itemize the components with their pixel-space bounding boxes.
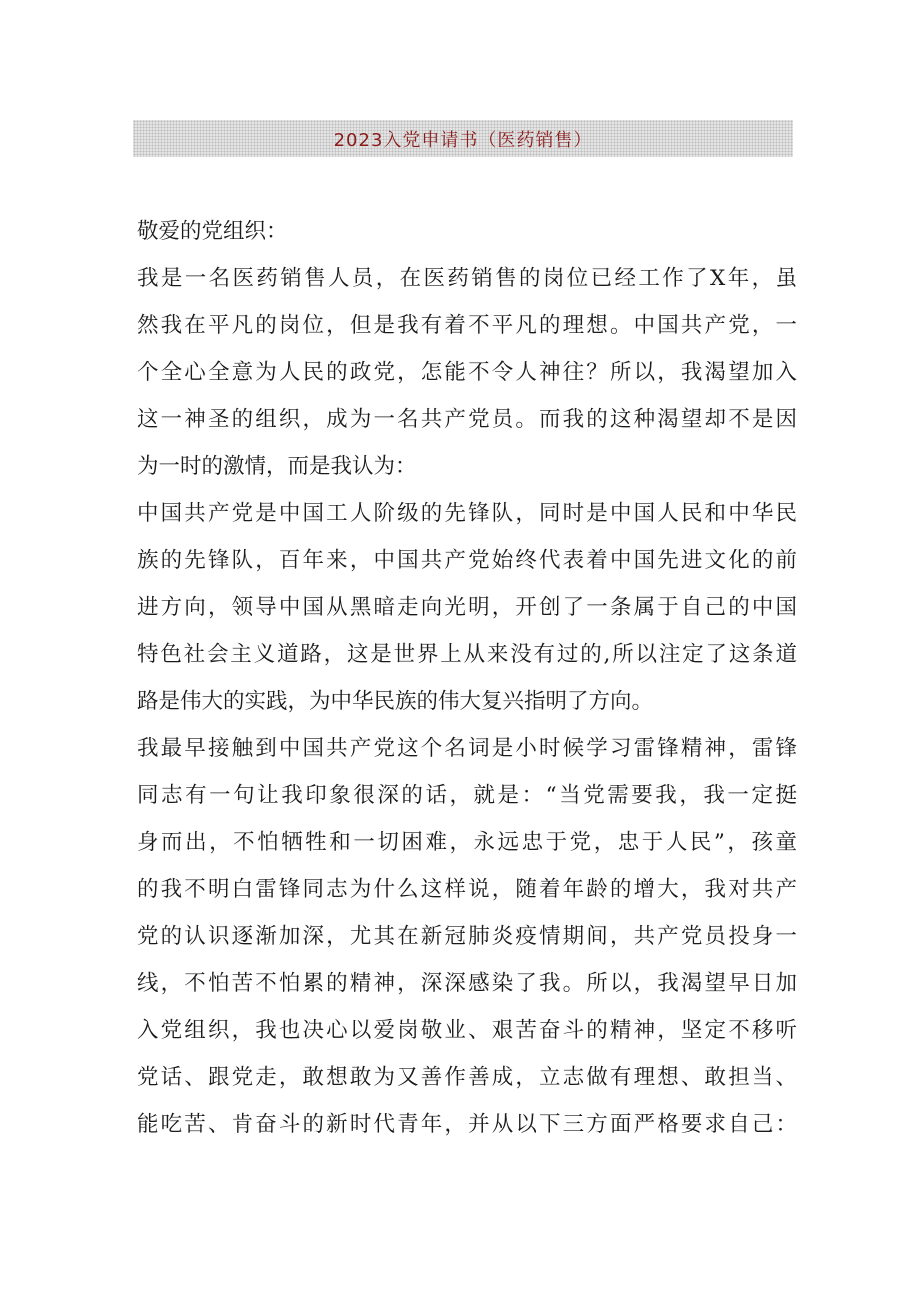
- body-line: 能吃苦、肯奋斗的新时代青年，并从以下三方面严格要求自己：: [137, 1112, 797, 1137]
- title-banner: [133, 120, 793, 157]
- body-line: 党的认识逐渐加深，尤其在新冠肺炎疫情期间，共产党员投身一: [137, 924, 797, 949]
- body-line: 同志有一句让我印象很深的话，就是：“当党需要我，我一定挺: [137, 783, 797, 808]
- body-line: 特色社会主义道路，这是世界上从来没有过的,所以注定了这条道: [137, 642, 797, 667]
- document-title: 2023入党申请书（医药销售）: [333, 129, 593, 151]
- body-line: 个全心全意为人民的政党，怎能不令人神往？所以，我渴望加入: [137, 360, 797, 385]
- body-line: 党话、跟党走，敢想敢为又善作善成，立志做有理想、敢担当、: [137, 1065, 797, 1090]
- body-line: 身而出，不怕牺牲和一切困难，永远忠于党，忠于人民”，孩童: [137, 830, 797, 855]
- body-line: 入党组织，我也决心以爱岗敬业、艰苦奋斗的精神，坚定不移听: [137, 1018, 797, 1043]
- body-line: 这一神圣的组织，成为一名共产党员。而我的这种渴望却不是因: [137, 407, 797, 432]
- body-line: 路是伟大的实践，为中华民族的伟大复兴指明了方向。: [137, 689, 654, 714]
- body-line: 然我在平凡的岗位，但是我有着不平凡的理想。中国共产党，一: [137, 313, 797, 338]
- body-line: 我是一名医药销售人员，在医药销售的岗位已经工作了X年，虽: [137, 266, 797, 291]
- body-line: 的我不明白雷锋同志为什么这样说，随着年龄的增大，我对共产: [137, 877, 797, 902]
- body-line: 线，不怕苦不怕累的精神，深深感染了我。所以，我渴望早日加: [137, 971, 797, 996]
- body-line: 进方向，领导中国从黑暗走向光明，开创了一条属于自己的中国: [137, 595, 797, 620]
- body-line: 中国共产党是中国工人阶级的先锋队，同时是中国人民和中华民: [137, 501, 797, 526]
- salutation: 敬爱的党组织：: [137, 219, 288, 244]
- body-line: 族的先锋队，百年来，中国共产党始终代表着中国先进文化的前: [137, 548, 797, 573]
- body-line: 为一时的激情，而是我认为：: [137, 454, 417, 479]
- body-line: 我最早接触到中国共产党这个名词是小时候学习雷锋精神，雷锋: [137, 736, 797, 761]
- document-body: [137, 208, 797, 1148]
